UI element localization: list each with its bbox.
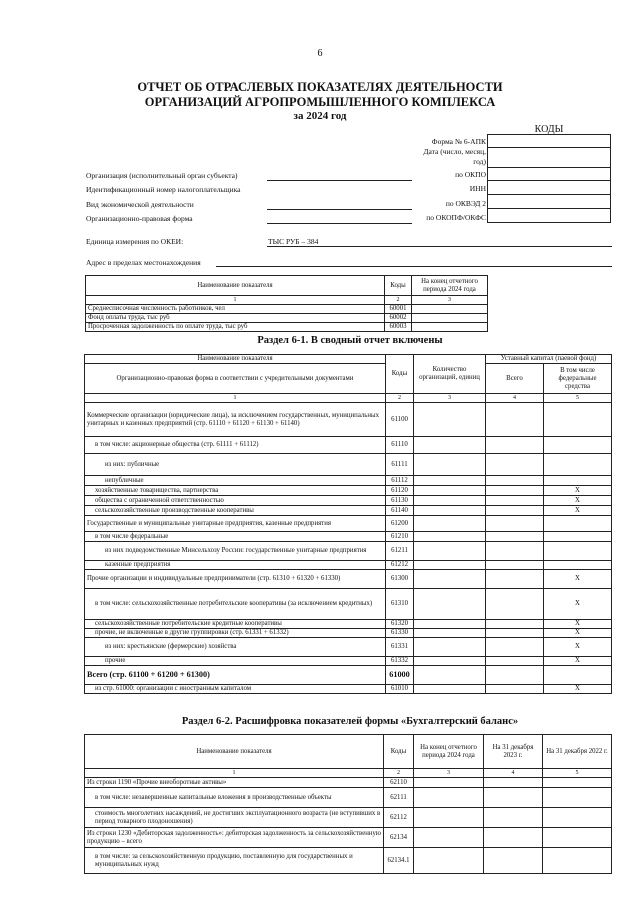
- t0-header-codes: Коды: [385, 276, 412, 296]
- section2-table: [84, 734, 612, 874]
- row-code: 62111: [384, 788, 414, 808]
- table-row: [85, 808, 612, 828]
- row-code: 61120: [386, 486, 414, 496]
- row-name: из стр. 61000: организации с иностранным капиталом: [85, 685, 386, 694]
- row-code: 61320: [386, 620, 414, 629]
- value-cell[interactable]: [412, 314, 488, 323]
- row-name: из них: крестьянские (фермерские) хозяйства: [85, 638, 386, 657]
- table-row: [85, 561, 612, 570]
- table-row: [85, 437, 612, 454]
- s2-header-period: На конец отчетного периода 2024 года: [414, 735, 484, 769]
- row-name: Среднесписочная численность работников, чел: [86, 305, 385, 314]
- count-cell[interactable]: [414, 486, 486, 496]
- row-name: прочие: [85, 657, 386, 666]
- code-box-okopf[interactable]: [488, 209, 611, 223]
- count-cell[interactable]: [414, 561, 486, 570]
- table-row: [85, 403, 612, 437]
- value-cell[interactable]: [543, 848, 612, 874]
- s2-colnum: 4: [484, 769, 543, 778]
- s1-header-federal: В том числе федеральные средства: [544, 364, 612, 394]
- row-code: 61111: [386, 454, 414, 476]
- indicators-table: [85, 275, 488, 332]
- org-field[interactable]: [267, 180, 412, 181]
- row-name: казенные предприятия: [85, 561, 386, 570]
- s2-header-2022: На 31 декабря 2022 г.: [543, 735, 612, 769]
- s1-colnum: 4: [486, 394, 544, 403]
- row-name: прочие, не включенные в другие группировки (стр. 61331 + 61332): [85, 629, 386, 638]
- count-cell[interactable]: [414, 516, 486, 532]
- capital-total-cell[interactable]: [486, 486, 544, 496]
- capital-total-cell[interactable]: [486, 666, 544, 685]
- count-cell[interactable]: [414, 454, 486, 476]
- value-cell[interactable]: [414, 848, 484, 874]
- table-row: [85, 638, 612, 657]
- row-name: в том числе: за сельскохозяйственную продукцию, поставленную для государственных и муниципальных нужд: [85, 848, 384, 874]
- activity-field[interactable]: [267, 209, 412, 210]
- table-row: [85, 476, 612, 486]
- row-name: общества с ограниченной ответственностью: [85, 496, 386, 506]
- table-row: [85, 848, 612, 874]
- federal-cell[interactable]: X: [544, 589, 612, 620]
- table-row: [85, 629, 612, 638]
- table-row: [85, 506, 612, 516]
- unit-value: ТЫС РУБ – 384: [268, 237, 319, 246]
- row-name: в том числе: сельскохозяйственные потребительские кооперативы (за исключением кредитных): [85, 589, 386, 620]
- count-cell[interactable]: [414, 620, 486, 629]
- t0-colnum: 1: [86, 296, 385, 305]
- federal-cell[interactable]: X: [544, 486, 612, 496]
- federal-cell[interactable]: [544, 542, 612, 561]
- value-cell[interactable]: [414, 778, 484, 788]
- okopf-label: по ОКОПФ/ОКФС: [426, 213, 486, 222]
- table-row: [85, 589, 612, 620]
- row-name: Из строки 1190 «Прочие внеоборотные активы»: [85, 778, 384, 788]
- row-name: хозяйственные товарищества, партнерства: [85, 486, 386, 496]
- table-row: [85, 454, 612, 476]
- row-code: 61211: [386, 542, 414, 561]
- count-cell[interactable]: [414, 476, 486, 486]
- row-name: Просроченная задолженность по оплате труда, тыс руб: [86, 323, 385, 332]
- row-name: стоимость многолетних насаждений, не достигших эксплуатационного возраста (не вступивших в период товарного плодоношения): [85, 808, 384, 828]
- federal-cell[interactable]: X: [544, 620, 612, 629]
- codes-header: КОДЫ: [534, 124, 564, 135]
- capital-total-cell[interactable]: [486, 516, 544, 532]
- row-code: 62134.1: [384, 848, 414, 874]
- row-code: 61210: [386, 532, 414, 542]
- unit-underline: [267, 246, 612, 247]
- row-code: 61110: [386, 437, 414, 454]
- value-cell[interactable]: [484, 778, 543, 788]
- row-name: Всего (стр. 61100 + 61200 + 61300): [85, 666, 386, 685]
- row-name: непубличные: [85, 476, 386, 486]
- federal-cell[interactable]: [544, 476, 612, 486]
- count-cell[interactable]: [414, 532, 486, 542]
- table-row: [85, 486, 612, 496]
- table-row-total: [85, 666, 612, 685]
- count-cell[interactable]: [414, 542, 486, 561]
- row-name: в том числе: акционерные общества (стр. 61111 + 61112): [85, 437, 386, 454]
- row-code: 61332: [386, 657, 414, 666]
- date-label-line2: год): [473, 157, 486, 166]
- row-name: в том числе федеральные: [85, 532, 386, 542]
- unit-label: Единица измерения по ОКЕИ:: [86, 237, 184, 246]
- capital-total-cell[interactable]: [486, 657, 544, 666]
- value-cell[interactable]: [414, 828, 484, 848]
- value-cell[interactable]: [412, 305, 488, 314]
- count-cell[interactable]: [414, 506, 486, 516]
- s2-colnum: 1: [85, 769, 384, 778]
- value-cell[interactable]: [543, 778, 612, 788]
- table-row: [85, 532, 612, 542]
- row-code: 61130: [386, 496, 414, 506]
- capital-total-cell[interactable]: [486, 542, 544, 561]
- capital-total-cell[interactable]: [486, 561, 544, 570]
- federal-cell[interactable]: [544, 516, 612, 532]
- capital-total-cell[interactable]: [486, 638, 544, 657]
- row-code: 62112: [384, 808, 414, 828]
- table-row: [86, 323, 488, 332]
- code-box-okved[interactable]: [488, 195, 611, 209]
- capital-total-cell[interactable]: [486, 570, 544, 589]
- row-name: Прочие организации и индивидуальные предприниматели (стр. 61310 + 61320 + 61330): [85, 570, 386, 589]
- s1-header-name-top: Наименование показателя: [85, 355, 386, 364]
- table-row: [85, 788, 612, 808]
- report-year: за 2024 год: [293, 110, 347, 122]
- s2-header-name: Наименование показателя: [85, 735, 384, 769]
- capital-total-cell[interactable]: [486, 620, 544, 629]
- table-row: [86, 305, 488, 314]
- s2-header-2023: На 31 декабря 2023 г.: [484, 735, 543, 769]
- table-row: [85, 828, 612, 848]
- s1-header-name-sub: Организационно-правовая форма в соответствии с учредительными документами: [85, 364, 386, 394]
- t0-colnum: 2: [385, 296, 412, 305]
- row-code: 61310: [386, 589, 414, 620]
- row-code: 60003: [385, 323, 412, 332]
- value-cell[interactable]: [484, 788, 543, 808]
- code-box-date[interactable]: [488, 148, 611, 168]
- value-cell[interactable]: [484, 808, 543, 828]
- page-number: 6: [317, 48, 323, 59]
- row-name: сельскохозяйственные потребительские кредитные кооперативы: [85, 620, 386, 629]
- capital-total-cell[interactable]: [486, 589, 544, 620]
- s1-header-total: Всего: [486, 364, 544, 394]
- federal-cell[interactable]: X: [544, 506, 612, 516]
- row-name: сельскохозяйственные производственные кооперативы: [85, 506, 386, 516]
- address-label: Адрес в пределах местонахождения: [86, 258, 201, 267]
- row-code: 61330: [386, 629, 414, 638]
- t0-header-period: На конец отчетного периода 2024 года: [412, 276, 488, 296]
- capital-total-cell[interactable]: [486, 476, 544, 486]
- capital-total-cell[interactable]: [486, 437, 544, 454]
- federal-cell[interactable]: [544, 561, 612, 570]
- legal-form-label: Организационно-правовая форма: [86, 214, 193, 223]
- row-code: 60001: [385, 305, 412, 314]
- value-cell[interactable]: [414, 808, 484, 828]
- s1-colnum: 1: [85, 394, 386, 403]
- federal-cell[interactable]: X: [544, 638, 612, 657]
- org-label: Организация (исполнительный орган субъекта): [86, 171, 238, 180]
- federal-cell[interactable]: X: [544, 657, 612, 666]
- s2-colnum: 2: [384, 769, 414, 778]
- okved-label: по ОКВЭД 2: [445, 199, 486, 208]
- value-cell[interactable]: [412, 323, 488, 332]
- s2-header-codes: Коды: [384, 735, 414, 769]
- count-cell[interactable]: [414, 403, 486, 437]
- row-name: из них: публичные: [85, 454, 386, 476]
- s1-header-count: Количество организаций, единиц: [414, 355, 486, 394]
- row-name: из них подведомственные Минсельхозу России: государственные унитарные предприятия: [85, 542, 386, 561]
- codes-box-table: [487, 134, 611, 223]
- code-box-form[interactable]: [488, 135, 611, 148]
- capital-total-cell[interactable]: [486, 496, 544, 506]
- row-name: Фонд оплаты труда, тыс руб: [86, 314, 385, 323]
- s2-colnum: 3: [414, 769, 484, 778]
- inn-label: ИНН: [469, 184, 486, 193]
- count-cell[interactable]: [414, 685, 486, 694]
- report-title-line1: ОТЧЕТ ОБ ОТРАСЛЕВЫХ ПОКАЗАТЕЛЯХ ДЕЯТЕЛЬНОСТИ: [137, 80, 503, 94]
- value-cell[interactable]: [543, 788, 612, 808]
- value-cell[interactable]: [484, 828, 543, 848]
- value-cell[interactable]: [543, 828, 612, 848]
- row-code: 62134: [384, 828, 414, 848]
- section1-title: Раздел 6-1. В сводный отчет включены: [257, 335, 443, 346]
- table-row: [85, 778, 612, 788]
- form-number-label: Форма № 6-АПК: [431, 137, 486, 146]
- s1-colnum: 2: [386, 394, 414, 403]
- code-box-inn[interactable]: [488, 181, 611, 195]
- row-name: Коммерческие организации (юридические лица), за исключением государственных, муниципальных унитарных и казенных предприятий (стр. 61110 + 61120 + 61130 + 61140): [85, 403, 386, 437]
- table-row: [85, 620, 612, 629]
- row-code: 61140: [386, 506, 414, 516]
- t0-header-name: Наименование показателя: [86, 276, 385, 296]
- federal-cell[interactable]: [544, 437, 612, 454]
- table-row: [85, 570, 612, 589]
- s1-colnum: 3: [414, 394, 486, 403]
- value-cell[interactable]: [484, 848, 543, 874]
- federal-cell[interactable]: [544, 532, 612, 542]
- row-code: 62110: [384, 778, 414, 788]
- s1-header-capital: Уставный капитал (паевой фонд): [486, 355, 612, 364]
- section2-title: Раздел 6-2. Расшифровка показателей формы «Бухгалтерский баланс»: [181, 716, 519, 727]
- inn-field-label: Идентификационный номер налогоплательщика: [86, 185, 241, 194]
- row-code: 61200: [386, 516, 414, 532]
- row-code: 61300: [386, 570, 414, 589]
- count-cell[interactable]: [414, 638, 486, 657]
- capital-total-cell[interactable]: [486, 629, 544, 638]
- code-box-okpo[interactable]: [488, 168, 611, 181]
- table-row: [85, 516, 612, 532]
- s2-colnum: 5: [543, 769, 612, 778]
- federal-cell[interactable]: X: [544, 629, 612, 638]
- row-code: 61212: [386, 561, 414, 570]
- value-cell[interactable]: [414, 788, 484, 808]
- table-row: [86, 314, 488, 323]
- count-cell[interactable]: [414, 570, 486, 589]
- row-name: Из строки 1230 «Дебиторская задолженность»: дебиторская задолженность за сельскохозяйственную продукцию – всего: [85, 828, 384, 848]
- row-code: 60002: [385, 314, 412, 323]
- s1-colnum: 5: [544, 394, 612, 403]
- value-cell[interactable]: [543, 808, 612, 828]
- row-code: 61100: [386, 403, 414, 437]
- row-code: 61331: [386, 638, 414, 657]
- count-cell[interactable]: [414, 666, 486, 685]
- row-code: 61010: [386, 685, 414, 694]
- count-cell[interactable]: [414, 657, 486, 666]
- table-row: [85, 496, 612, 506]
- count-cell[interactable]: [414, 437, 486, 454]
- count-cell[interactable]: [414, 496, 486, 506]
- capital-total-cell[interactable]: [486, 403, 544, 437]
- activity-label: Вид экономической деятельности: [86, 200, 194, 209]
- t0-colnum: 3: [412, 296, 488, 305]
- federal-cell[interactable]: X: [544, 685, 612, 694]
- capital-total-cell[interactable]: [486, 454, 544, 476]
- count-cell[interactable]: [414, 589, 486, 620]
- s1-header-codes: Коды: [386, 355, 414, 394]
- address-field[interactable]: [216, 266, 612, 267]
- table-row: [85, 657, 612, 666]
- row-code: 61000: [386, 666, 414, 685]
- report-title-line2: ОРГАНИЗАЦИЙ АГРОПРОМЫШЛЕННОГО КОМПЛЕКСА: [144, 95, 496, 109]
- okpo-label: по ОКПО: [455, 170, 486, 179]
- federal-cell[interactable]: [544, 666, 612, 685]
- legal-form-field[interactable]: [267, 223, 412, 224]
- capital-total-cell[interactable]: [486, 532, 544, 542]
- table-row: [85, 542, 612, 561]
- date-label-line1: Дата (число, месяц,: [423, 147, 486, 156]
- row-name: в том числе: незавершенные капитальные вложения в производственные объекты: [85, 788, 384, 808]
- federal-cell[interactable]: [544, 454, 612, 476]
- section1-table: [84, 354, 612, 694]
- federal-cell[interactable]: X: [544, 570, 612, 589]
- table-row: [85, 685, 612, 694]
- row-code: 61112: [386, 476, 414, 486]
- capital-total-cell[interactable]: [486, 685, 544, 694]
- federal-cell[interactable]: X: [544, 496, 612, 506]
- federal-cell[interactable]: [544, 403, 612, 437]
- capital-total-cell[interactable]: [486, 506, 544, 516]
- count-cell[interactable]: [414, 629, 486, 638]
- row-name: Государственные и муниципальные унитарные предприятия, казенные предприятия: [85, 516, 386, 532]
